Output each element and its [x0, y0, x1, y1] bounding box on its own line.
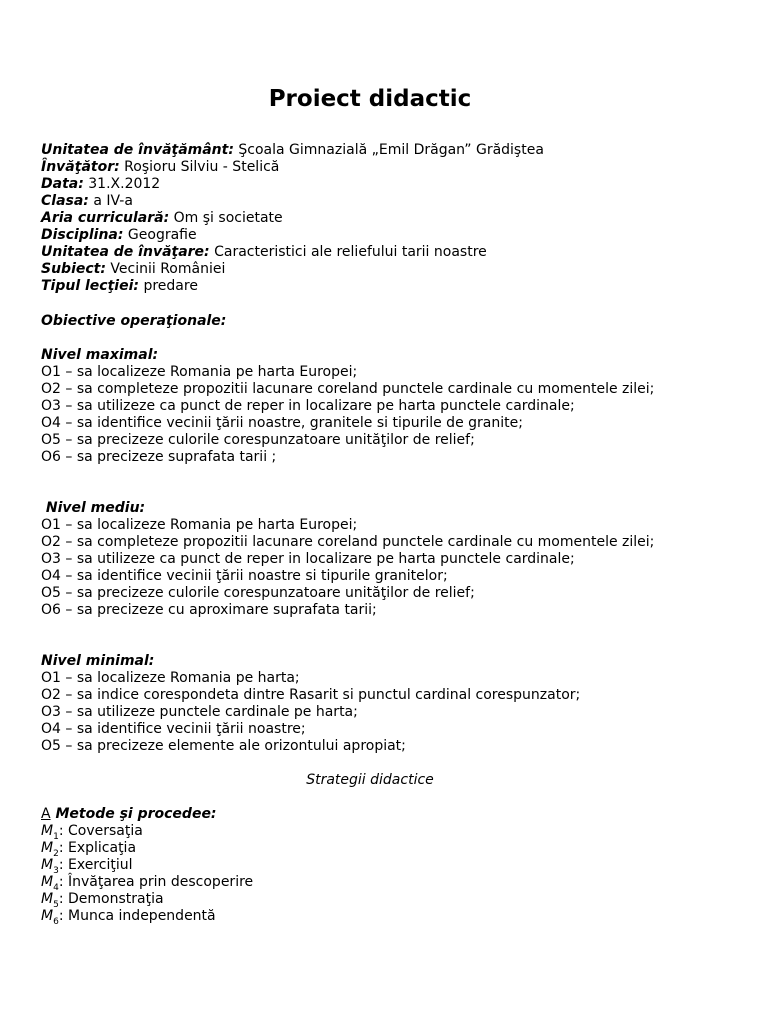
info-label: Unitatea de învăţare:	[41, 244, 210, 260]
objective-item: O4 – sa identifice vecinii ţării noastre si tipurile granitelor;	[41, 568, 448, 584]
info-row-lesson-type	[41, 278, 741, 295]
method-symbol: M	[41, 874, 54, 890]
methods-heading-text: Metode şi procedee:	[50, 806, 217, 822]
info-value: a IV-a	[88, 193, 133, 209]
objective-item: O4 – sa identifice vecinii ţării noastre;	[41, 721, 306, 737]
method-symbol: M	[41, 840, 54, 856]
method-text: : Explicaţia	[58, 840, 137, 856]
info-label: Data:	[41, 176, 84, 192]
info-value: Vecinii României	[105, 261, 226, 277]
info-label: Aria curriculară:	[41, 210, 170, 226]
methods-section	[41, 806, 741, 925]
method-index: 4	[53, 882, 59, 893]
level-heading: Nivel maximal:	[41, 347, 159, 363]
objective-item: O4 – sa identifice vecinii ţării noastre, granitele si tipurile de granite;	[41, 415, 523, 431]
info-value: 31.X.2012	[83, 176, 161, 192]
info-row-class	[41, 193, 741, 210]
method-symbol: M	[41, 823, 54, 839]
info-row-date	[41, 176, 741, 193]
method-index: 2	[53, 848, 59, 859]
method-item	[41, 840, 741, 857]
method-text: : Învăţarea prin descoperire	[58, 874, 254, 890]
objective-item: O3 – sa utilizeze ca punct de reper in localizare pe harta punctele cardinale;	[41, 398, 575, 414]
method-item	[41, 908, 741, 925]
info-row-teacher	[41, 159, 741, 176]
info-label: Unitatea de învăţământ:	[41, 142, 234, 158]
strategies-heading: Strategii didactice	[306, 772, 434, 788]
info-row-subject	[41, 261, 741, 278]
info-value: Şcoala Gimnazială „Emil Drăgan” Grădiştea	[233, 142, 544, 158]
info-label: Învăţător:	[41, 159, 120, 175]
method-item	[41, 874, 741, 891]
method-index: 3	[53, 865, 59, 876]
objective-item: O1 – sa localizeze Romania pe harta;	[41, 670, 300, 686]
info-row-discipline	[41, 227, 741, 244]
level-mediu	[41, 500, 741, 619]
objective-item: O2 – sa completeze propozitii lacunare coreland punctele cardinale cu momentele zilei;	[41, 534, 655, 550]
method-index: 6	[53, 916, 59, 927]
objective-item: O3 – sa utilizeze ca punct de reper in localizare pe harta punctele cardinale;	[41, 551, 575, 567]
info-label: Clasa:	[41, 193, 89, 209]
method-symbol: M	[41, 891, 54, 907]
objective-item: O1 – sa localizeze Romania pe harta Europei;	[41, 517, 358, 533]
objective-item: O5 – sa precizeze culorile corespunzatoare unităţilor de relief;	[41, 585, 475, 601]
info-row-school	[41, 142, 741, 159]
level-minimal	[41, 653, 741, 755]
info-value: Roşioru Silviu - Stelică	[119, 159, 280, 175]
info-block	[41, 142, 741, 295]
objective-item: O5 – sa precizeze elemente ale orizontului apropiat;	[41, 738, 406, 754]
info-value: predare	[139, 278, 198, 294]
method-index: 1	[53, 831, 59, 842]
method-text: : Demonstraţia	[58, 891, 164, 907]
objectives-section	[41, 313, 741, 330]
info-value: Om şi societate	[169, 210, 283, 226]
objective-item: O2 – sa completeze propozitii lacunare coreland punctele cardinale cu momentele zilei;	[41, 381, 655, 397]
level-heading: Nivel mediu:	[41, 500, 146, 516]
info-value: Geografie	[123, 227, 197, 243]
method-text: : Exerciţiul	[58, 857, 133, 873]
method-item	[41, 891, 741, 908]
info-label: Subiect:	[41, 261, 106, 277]
method-text: : Munca independentă	[58, 908, 216, 924]
objective-item: O1 – sa localizeze Romania pe harta Europei;	[41, 364, 358, 380]
objective-item: O6 – sa precizeze suprafata tarii ;	[41, 449, 277, 465]
method-text: : Coversaţia	[58, 823, 143, 839]
info-row-unit	[41, 244, 741, 261]
method-item	[41, 857, 741, 874]
level-maximal	[41, 347, 741, 466]
method-index: 5	[53, 899, 59, 910]
methods-letter: A	[41, 806, 51, 822]
objective-item: O5 – sa precizeze culorile corespunzatoare unităţilor de relief;	[41, 432, 475, 448]
info-row-area	[41, 210, 741, 227]
objectives-heading: Obiective operaţionale:	[41, 313, 227, 329]
level-heading: Nivel minimal:	[41, 653, 155, 669]
info-value: Caracteristici ale reliefului tarii noastre	[209, 244, 487, 260]
objective-item: O2 – sa indice corespondeta dintre Rasarit si punctul cardinal corespunzator;	[41, 687, 581, 703]
document-title: Proiect didactic	[268, 86, 472, 112]
info-label: Disciplina:	[41, 227, 124, 243]
method-symbol: M	[41, 857, 54, 873]
info-label: Tipul lecţiei:	[41, 278, 139, 294]
methods-heading	[41, 806, 741, 823]
method-symbol: M	[41, 908, 54, 924]
objective-item: O6 – sa precizeze cu aproximare suprafata tarii;	[41, 602, 377, 618]
method-item	[41, 823, 741, 840]
objective-item: O3 – sa utilizeze punctele cardinale pe harta;	[41, 704, 358, 720]
